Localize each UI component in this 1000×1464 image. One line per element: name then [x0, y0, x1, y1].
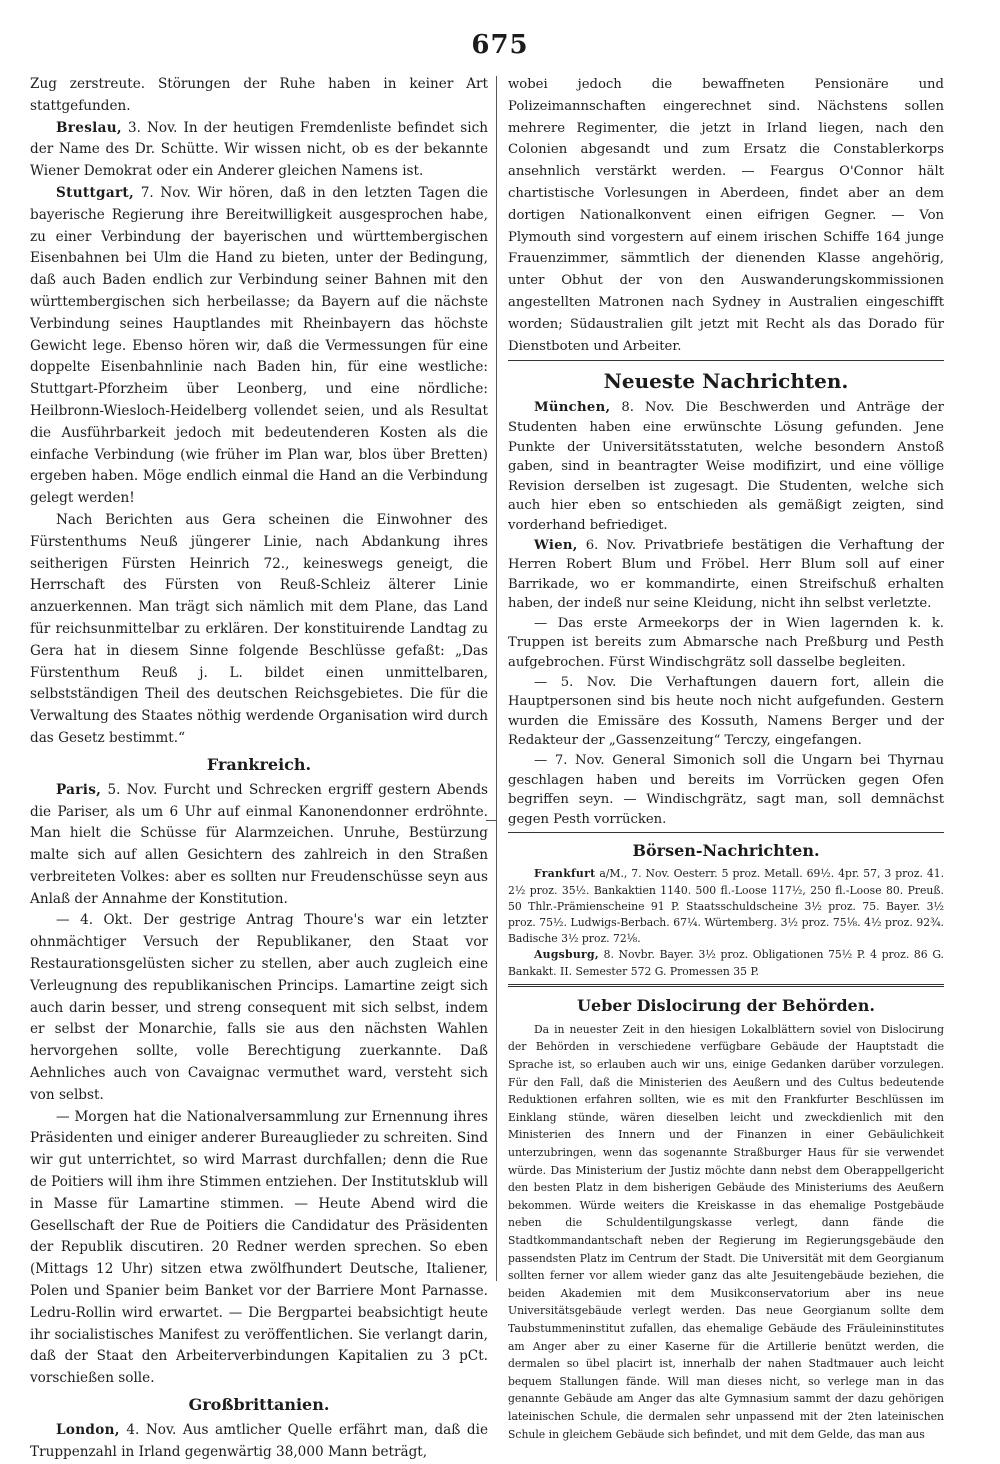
article-text: 4. Nov. Aus amtlicher Quelle erfährt man, daß die Truppenzahl in Irland gegenwärtig 38,000 Mann beträgt,: [30, 1422, 488, 1460]
article-paragraph: [30, 118, 488, 183]
article-paragraph: Zug zerstreute. Störungen der Ruhe haben in keiner Art stattgefunden.: [30, 76, 488, 114]
stock-report: [508, 947, 944, 979]
article-paragraph: — 4. Okt. Der gestrige Antrag Thoure's war ein letzter ohnmächtiger Versuch der Republikaner, den Staat vor Restaurationsgelüsten sicher zu stellen, aber auch zugleich eine Verleugnung des republikanischen Princips. Lamartine zeigt sich auch darin besser, und streng consequent mit sich selbst, indem er selbst der Monarchie, falls sie aus den nächsten Wahlen hervorgehen sollte, volle Berechtigung zuerkannte. Daß Aehnliches auch von Cavaignac vermuthet ward, versteht sich von selbst.: [30, 912, 488, 1103]
section-heading-relocation: Ueber Dislocirung der Behörden.: [577, 995, 875, 1015]
article-paragraph: — Das erste Armeekorps der in Wien lagernden k. k. Truppen ist bereits zum Abmarsche nach Preßburg und Pesth aufgebrochen. Fürst Windischgrätz soll dasselbe begleiten.: [508, 615, 944, 671]
article-paragraph: [30, 183, 488, 510]
section-heading-stock-news: Börsen-Nachrichten.: [632, 841, 820, 861]
article-paragraph: Nach Berichten aus Gera scheinen die Einwohner des Fürstenthums Neuß jüngerer Linie, nach Abdankung ihres seitherigen Fürsten Heinrich 72., keineswegs geneigt, die Herrschaft des Fürsten von Reuß-Schleiz älterer Linie anzuerkennen. Man trägt sich nämlich mit dem Plane, das Land für reichsunmittelbar zu erklären. Der konstituirende Landtag zu Gera hat in diesem Sinne folgende Beschlüsse gefaßt: „Das Fürstenthum Reuß j. L. bildet einen unmittelbaren, selbstständigen Theil des deutschen Reichsgebietes. Die für die Verwaltung des Staates nöthig werdende Organisation wird durch das Gesetz bestimmt.“: [30, 511, 488, 746]
dateline-place: London,: [56, 1422, 120, 1439]
section-rule: [508, 984, 944, 987]
left-column: [30, 74, 488, 1464]
section-heading-great-britain: Großbrittanien.: [188, 1395, 330, 1415]
article-paragraph: — Morgen hat die Nationalversammlung zur Ernennung ihres Präsidenten und einiger anderer Bureauglieder zu schreiten. Sind wir gut unterrichtet, so wird Marrast durchfallen; denn die Rue de Poitiers will ihm ihre Stimmen entziehen. Der Institutsklub will in Masse für Lamartine stimmen. — Heute Abend wird die Gesellschaft der Rue de Poitiers die Candidatur des Präsidenten der Republik discutiren. 20 Redner werden sprechen. So eben (Mittags 12 Uhr) sitzen etwa zwölfhundert Deutsche, Italiener, Polen und Spanier beim Banket vor der Barriere Mont Parnasse. Ledru-Rollin wird erwartet. — Die Bergpartei beabsichtigt heute ihr socialistisches Manifest zu veröffentlichen. Sie verlangt darin, daß der Staat den Arbeiterverbindungen Kapitalien zu 3 pCt. vorschießen solle.: [30, 1108, 488, 1387]
article-paragraph: — 7. Nov. General Simonich soll die Ungarn bei Thyrnau geschlagen haben und bereits im Vorrücken gegen Ofen begriffen seyn. — Windischgrätz, sagt man, soll demnächst gegen Pesth vorrücken.: [508, 753, 944, 827]
stock-text: a/M., 7. Nov. Oesterr. 5 proz. Metall. 69½. 4pr. 57, 3 proz. 41. 2½ proz. 35½. Bankaktien 1140. 500 fl.-Loose 117½, 250 fl.-Loose 80. Preuß. 50 Thlr.-Prämienscheine 91 P. Staatsschuldscheine 3½ proz. 75. Bayer. 3½ proz. 75½. Ludwigs-Berbach. 67¼. Würtemberg. 3½ proz. 75⅛. 4½ proz. 92¾. Badische 3½ proz. 72⅛.: [508, 867, 945, 946]
dateline-place: München,: [534, 400, 611, 416]
article-text: 8. Nov. Die Beschwerden und Anträge der Studenten haben eine erwünschte Lösung gefunden. Jene Punkte der Universitätsstatuten, welche besondern Anstoß gaben, sind in beantragter Weise modifizirt, und eine völlige Revision derselben ist zugesagt. Die Studenten, welche sich auch hier eben so entschieden als gemäßigt zeigten, sind vorderhand befriediget.: [508, 400, 944, 533]
dateline-place: Augsburg,: [534, 948, 599, 962]
section-heading-france: Frankreich.: [206, 754, 312, 774]
article-text: 5. Nov. Furcht und Schrecken ergriff gestern Abends die Pariser, als um 6 Uhr auf einmal Kanonendonner erdröhnte. Man hielt die Schüsse für Alarmzeichen. Unruhe, Bestürzung malte sich auf allen Gesichtern des zahlreich in den Straßen verbreiteten Volkes: aber es sollten nur Freudenschüsse seyn aus Anlaß der Annahme der Konstitution.: [30, 781, 489, 907]
dateline-place: Wien,: [534, 537, 578, 553]
article-text: 7. Nov. Wir hören, daß in den letzten Tagen die bayerische Regierung ihre Bereitwilligkeit ausgesprochen habe, zu einer Verbindung der bayerischen und württembergischen Eisenbahnen bei Ulm die Hand zu bieten, unter der Bedingung, daß auch Baden endlich zur Verbindung seiner Bahnen mit den württembergischen sich herbeilasse; da Bayern auf die nächste Verbindung seines Hauptlandes mit Rheinbayern das höchste Gewicht lege. Ebenso hören wir, daß die Vermessungen für eine doppelte Eisenbahnlinie nach Baden hin, für eine westliche: Stuttgart-Pforzheim über Leonberg, und eine nördliche: Heilbronn-Wiesloch-Heidelberg vollendet seien, und als Resultat die Ausführbarkeit jedoch mit bedeutenderen Kosten als die einfache Verbindung (wie früher im Plan war, blos über Bretten) ergeben haben. Möge endlich einmal die Hand an die Verbindung gelegt werden!: [30, 184, 488, 507]
article-paragraph: [30, 1420, 488, 1464]
stock-report: [508, 866, 944, 947]
right-column: [508, 74, 944, 1443]
section-rule: [508, 832, 944, 833]
dateline-place: Stuttgart,: [56, 184, 135, 201]
section-heading-latest-news: Neueste Nachrichten.: [603, 369, 849, 394]
article-paragraph: wobei jedoch die bewaffneten Pensionäre und Polizeimannschaften eingerechnet sind. Nächstens sollen mehrere Regimenter, die jetzt in Irland liegen, nach den Colonien abgesandt und zum Ersatz die Constablerkorps ansehnlich verstärkt werden. — Feargus O'Connor hält chartistische Vorlesungen in Aberdeen, findet aber an dem dortigen Nationalkonvent einen eifrigen Gegner. — Von Plymouth sind vorgestern auf einem irischen Schiffe 164 junge Frauenzimmer, sämmtlich der dienenden Klasse angehörig, unter Obhut der von den Auswanderungskommissionen angestellten Matronen nach Sydney in Australien eingeschifft worden; Südaustralien gilt jetzt mit Recht als das Dorado für Dienstboten und Arbeiter.: [508, 77, 944, 354]
article-text: 6. Nov. Privatbriefe bestätigen die Verhaftung der Herren Robert Blum und Fröbel. Herr Blum soll auf einer Barrikade, wo er kommandirte, einen Streifschuß erhalten haben, der indeß nur seine Kleidung, nicht ihn selbst verletzte.: [508, 537, 944, 612]
dateline-place: Breslau,: [56, 119, 122, 136]
stock-text: 8. Novbr. Bayer. 3½ proz. Obligationen 75½ P. 4 proz. 86 G. Bankakt. II. Semester 572 G. Promessen 35 P.: [508, 948, 944, 978]
dateline-place: Frankfurt: [534, 867, 596, 881]
section-rule: [508, 360, 944, 361]
article-paragraph: [508, 536, 944, 614]
page-number: 675: [471, 30, 529, 60]
article-paragraph: [30, 780, 488, 911]
column-divider: [496, 76, 497, 1281]
article-paragraph: [508, 398, 944, 535]
dateline-place: Paris,: [56, 781, 102, 798]
article-paragraph: Da in neuester Zeit in den hiesigen Lokalblättern soviel von Dislocirung der Behörden in verschiedene verfügbare Gebäude der Hauptstadt die Sprache ist, so erlauben auch wir uns, einige Gedanken darüber vorzulegen. Für den Fall, daß die Ministerien des Aeußern und des Cultus bedeutende Reduktionen erfahren sollten, wie es mit den Frankfurter Beschlüssen im Einklang stünde, wären dieselben leicht und zweckdienlich mit den Ministerien des Innern und der Finanzen in einer Gebäulichkeit unterzubringen, wenn das sogenannte Straßburger Haus für sie verwendet würde. Das Ministerium der Justiz möchte dann nebst dem Oberappellgericht den besten Platz in dem bisherigen Gebäude des Ministeriums des Aeußern bekommen. Würde weiters die Kreiskasse in das ehemalige Postgebäude neben die Schuldentilgungskasse verlegt, dann fände die Stadtkommandantschaft neben der Regierung im Regierungsgebäude den passendsten Platz im Centrum der Stadt. Die Universität mit dem Georgianum sollten ferner vor allem wieder ganz das alte Jesuitengebäude beziehen, die beiden Akademien mit dem Musikconservatorium aber ins neue Universitätsgebäude verlegt werden. Das neue Georgianum sollte dem Taubstummeninstitut zufallen, das ehemalige Gebäude des Fräuleininstitutes am Anger aber zu einer Kaserne für die Artillerie benützt werden, die dermalen so übel placirt ist, innerhalb der nahen Stadtmauer auch leicht bequem Stallungen fände. Will man dieses nicht, so verlege man in das genannte Gebäude am Anger das alte Gymnasium sammt der dazu gehörigen lateinischen Schule, die dermalen sehr unpassend mit der 2ten lateinischen Schule in gleichem Gebäude sich befindet, und mit dem Gelde, das man aus: [508, 1022, 944, 1441]
article-text: 3. Nov. In der heutigen Fremdenliste befindet sich der Name des Dr. Schütte. Wir wissen nicht, ob es der bekannte Wiener Demokrat oder ein Anderer gleichen Namens ist.: [30, 119, 488, 180]
article-paragraph: — 5. Nov. Die Verhaftungen dauern fort, allein die Hauptpersonen sind bis heute noch nicht aufgefunden. Gestern wurden die Emissäre des Kossuth, Namens Berger und der Redakteur der „Gassenzeitung“ Terczy, eingefangen.: [508, 674, 944, 749]
